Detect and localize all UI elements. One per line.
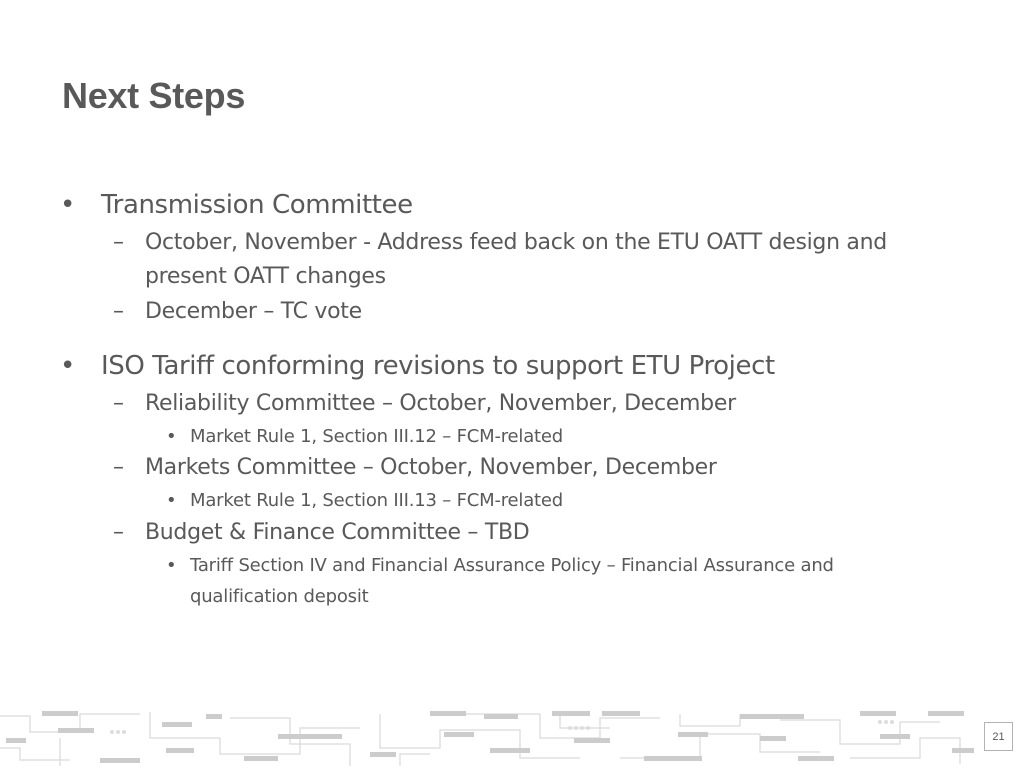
item-market-rule-iii12: Market Rule 1, Section III.12 – FCM-related (190, 426, 564, 447)
item-market-rule-iii13: Market Rule 1, Section III.13 – FCM-related (190, 490, 564, 511)
sub-bullet-december: December – TC vote (145, 299, 362, 324)
bullet-iso-tariff: ISO Tariff conforming revisions to support ETU Project (101, 351, 775, 381)
small-bullet-marker: • (166, 426, 177, 447)
circuit-decoration (0, 708, 1024, 768)
sub-bullet-oct-nov-line1: October, November - Address feed back on the ETU OATT design and (145, 230, 887, 255)
small-bullet-marker: • (166, 555, 177, 576)
page-number: 21 (984, 722, 1013, 751)
dash-marker: – (113, 391, 124, 416)
small-bullet-marker: • (166, 490, 177, 511)
sub-bullet-budget-finance: Budget & Finance Committee – TBD (145, 520, 530, 545)
bullet-transmission-committee: Transmission Committee (101, 190, 413, 220)
dash-marker: – (113, 455, 124, 480)
item-tariff-section-iv-line1: Tariff Section IV and Financial Assurance Policy – Financial Assurance and (190, 555, 834, 576)
dash-marker: – (113, 230, 124, 255)
slide-title: Next Steps (62, 75, 246, 116)
bullet-marker: • (60, 351, 75, 381)
dash-marker: – (113, 520, 124, 545)
sub-bullet-reliability-committee: Reliability Committee – October, November, December (145, 391, 736, 416)
sub-bullet-oct-nov-line2: present OATT changes (145, 264, 386, 289)
item-tariff-section-iv-line2: qualification deposit (190, 586, 369, 607)
bullet-marker: • (60, 190, 75, 220)
dash-marker: – (113, 299, 124, 324)
sub-bullet-markets-committee: Markets Committee – October, November, December (145, 455, 717, 480)
